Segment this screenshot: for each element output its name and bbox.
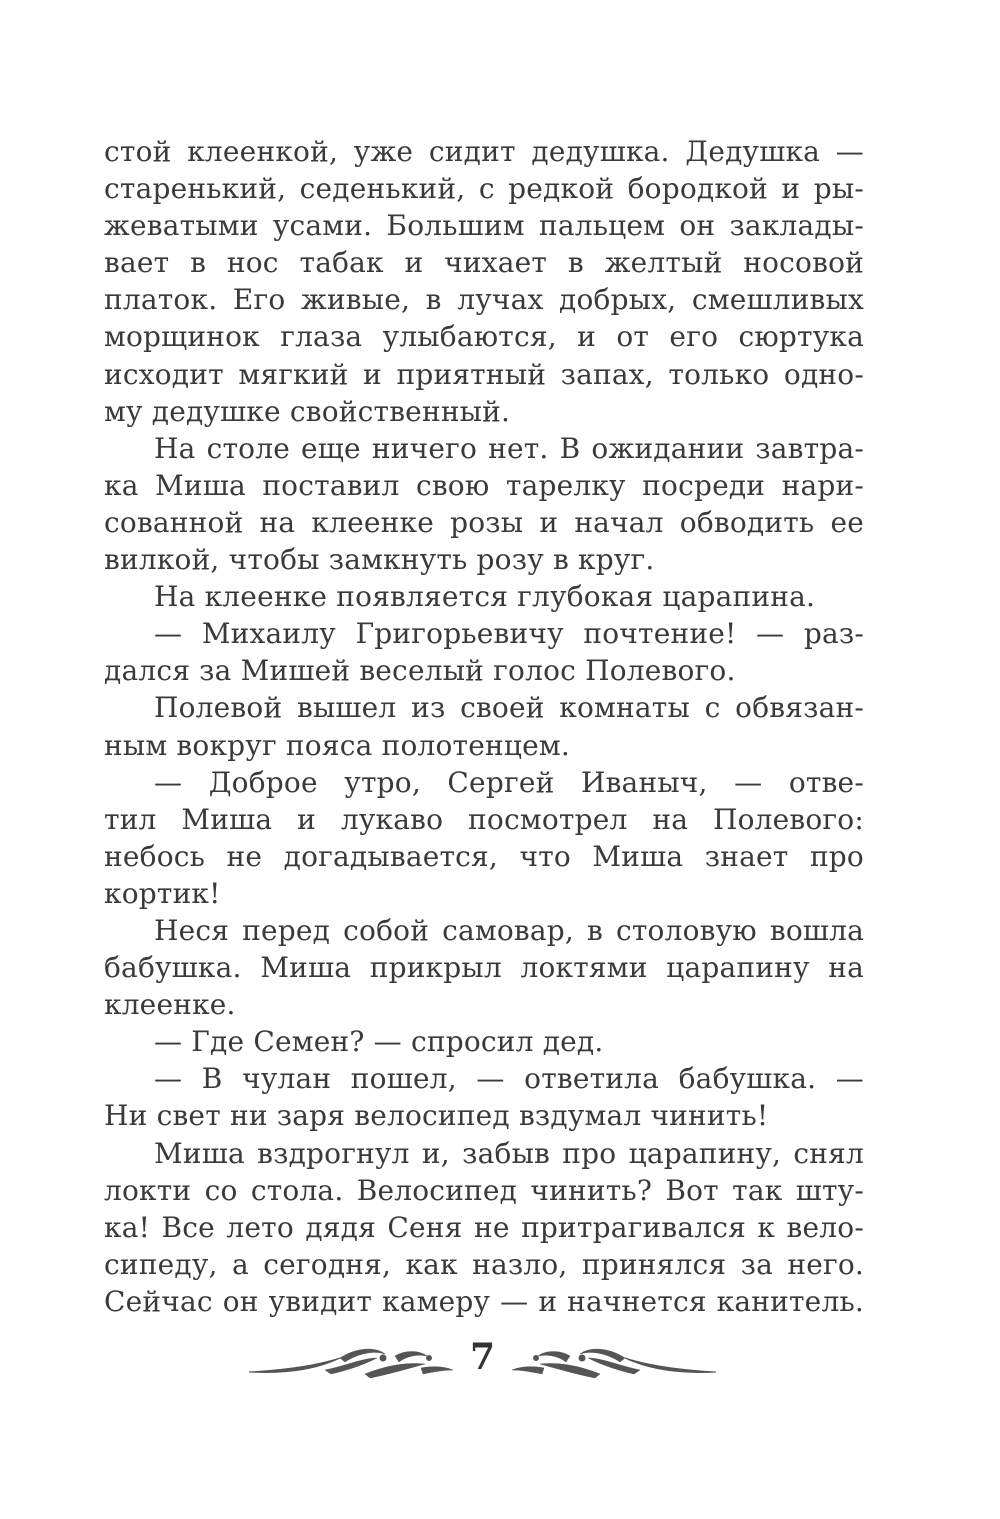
text-line: кортик!: [104, 876, 221, 910]
text-line: жеватыми усами. Большим пальцем он заклады-: [104, 209, 864, 243]
text-line: старенький, седенький, с редкой бородкой и ры-: [104, 172, 864, 206]
text-line: ка! Все лето дядя Сеня не притрагивался к вело-: [104, 1210, 864, 1244]
text-line: бабушка. Миша прикрыл локтями царапину на: [104, 951, 864, 985]
text-line: Полевой вышел из своей комнаты с обвязан-: [154, 691, 864, 725]
text-line: Миша вздрогнул и, забыв про царапину, снял: [154, 1136, 864, 1170]
body-text: [104, 133, 864, 1320]
text-line: Неся перед собой самовар, в столовую вошла: [154, 913, 864, 947]
text-line: платок. Его живые, в лучах добрых, смешливых: [104, 283, 864, 317]
text-line: Сейчас он увидит камеру — и начнется канитель.: [104, 1284, 864, 1318]
text-line: тил Миша и лукаво посмотрел на Полевого:: [104, 802, 864, 836]
page-number: 7: [469, 1336, 496, 1378]
scroll-flourish-right-icon: [510, 1336, 720, 1386]
text-line: сованной на клеенке розы и начал обводить ее: [104, 505, 864, 539]
text-line: дался за Мишей веселый голос Полевого.: [104, 654, 736, 688]
text-line: локти со стола. Велосипед чинить? Вот так шту-: [104, 1173, 864, 1207]
text-line: небось не догадывается, что Миша знает про: [104, 839, 864, 873]
text-line: — Михаилу Григорьевичу почтение! — раз-: [154, 617, 864, 651]
text-line: ка Миша поставил свою тарелку посреди нари-: [104, 468, 864, 502]
text-line: му дедушке свойственный.: [104, 394, 511, 428]
text-line: морщинок глаза улыбаются, и от его сюртука: [104, 320, 864, 354]
text-line: стой клеенкой, уже сидит дедушка. Дедушка —: [104, 135, 864, 168]
text-line: сипеду, а сегодня, как назло, принялся за него.: [104, 1247, 864, 1281]
page-footer: [245, 1330, 720, 1390]
text-line: вает в нос табак и чихает в желтый носовой: [104, 246, 864, 280]
text-line: клеенке.: [104, 988, 236, 1022]
text-line: На клеенке появляется глубокая царапина.: [154, 580, 816, 614]
text-line: — Доброе утро, Сергей Иваныч, — отве-: [154, 765, 864, 799]
text-line: — В чулан пошел, — ответила бабушка. —: [154, 1062, 864, 1096]
text-line: ным вокруг пояса полотенцем.: [104, 728, 570, 762]
text-line: — Где Семен? — спросил дед.: [154, 1025, 604, 1059]
text-line: На столе еще ничего нет. В ожидании завтра-: [154, 431, 864, 465]
text-line: исходит мягкий и приятный запах, только одно-: [104, 357, 864, 391]
text-line: Ни свет ни заря велосипед вздумал чинить!: [104, 1099, 769, 1133]
text-line: вилкой, чтобы замкнуть розу в круг.: [104, 543, 655, 577]
